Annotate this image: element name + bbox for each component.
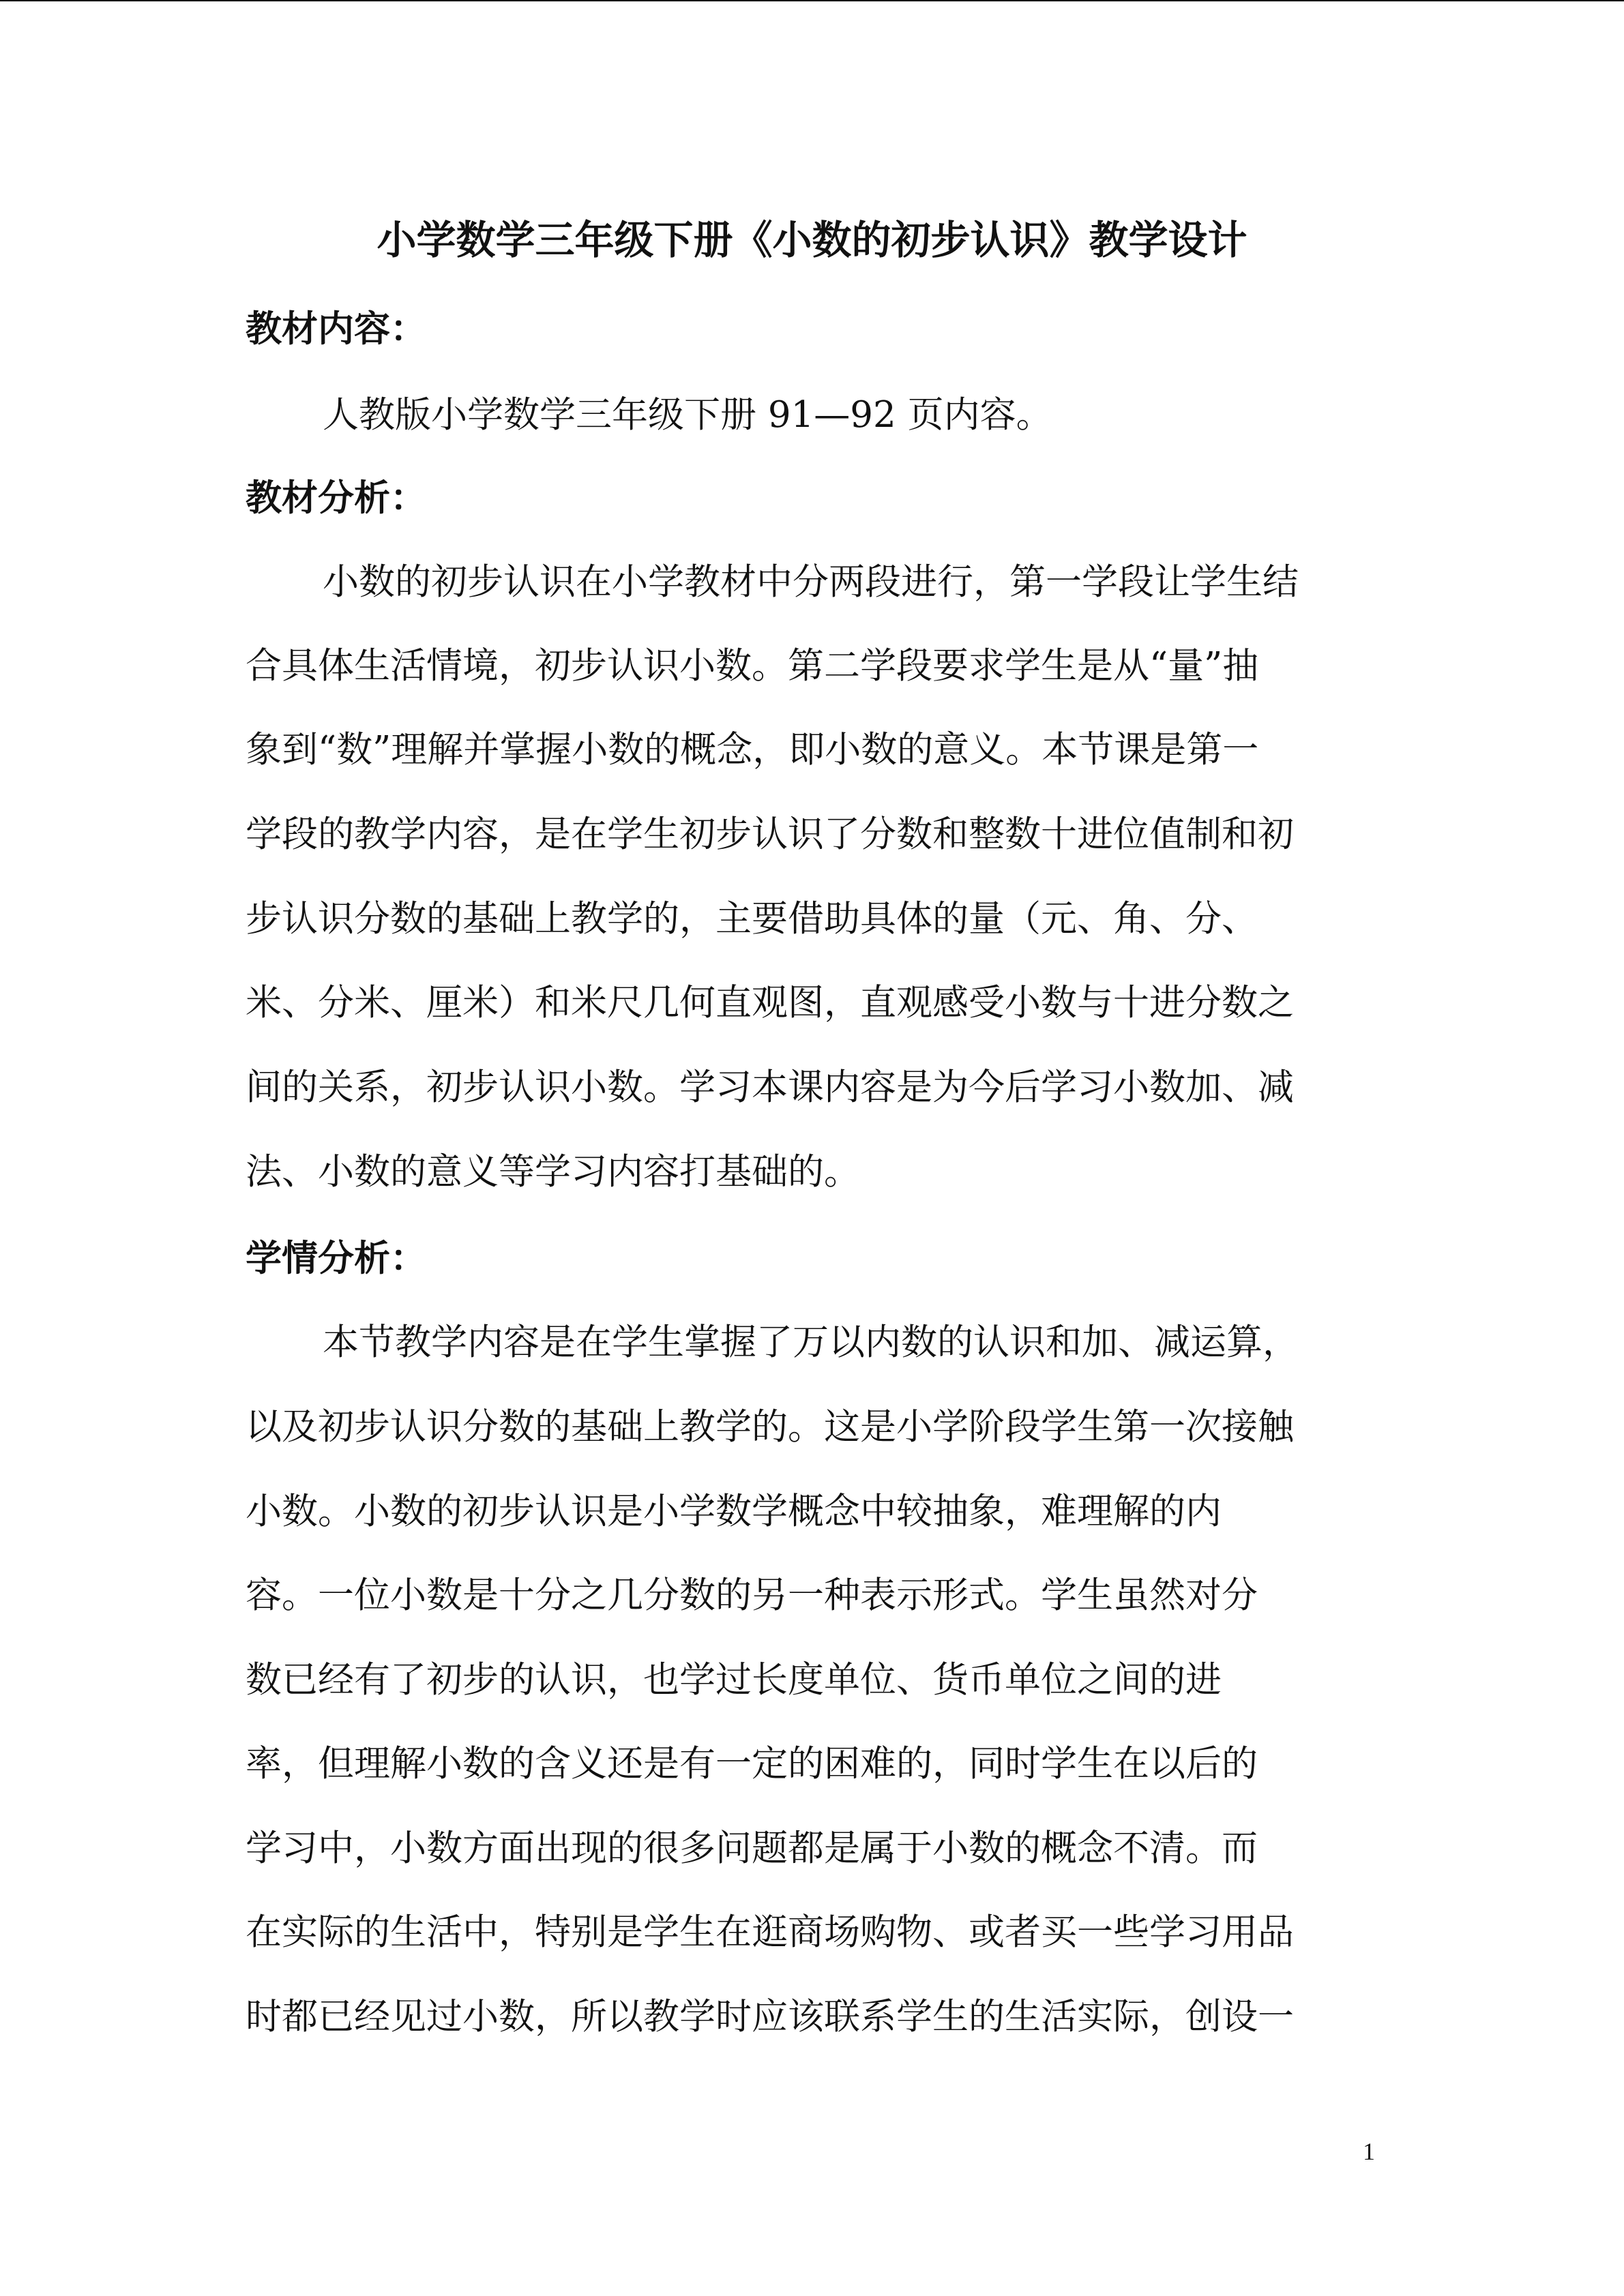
paragraph-line: 率，但理解小数的含义还是有一定的困难的，同时学生在以后的 (246, 1743, 1258, 1785)
paragraph-line: 本节教学内容是在学生掌握了万以内数的认识和加、减运算， (323, 1322, 1299, 1363)
paragraph-line: 合具体生活情境，初步认识小数。第二学段要求学生是从“量”抽 (246, 645, 1259, 687)
paragraph-line: 人教版小学数学三年级下册 91—92 页内容。 (323, 394, 1052, 436)
paragraph-line: 在实际的生活中，特别是学生在逛商场购物、或者买一些学习用品 (246, 1911, 1294, 1953)
paragraph-line: 数已经有了初步的认识，也学过长度单位、货币单位之间的进 (246, 1659, 1222, 1701)
paragraph-line: 学段的教学内容，是在学生初步认识了分数和整数十进位值制和初 (246, 814, 1294, 855)
paragraph-line: 以及初步认识分数的基础上教学的。这是小学阶段学生第一次接触 (246, 1406, 1294, 1448)
section-heading-content: 教材内容： (246, 308, 426, 350)
paragraph-line: 小数。小数的初步认识是小学数学概念中较抽象，难理解的内 (246, 1491, 1222, 1532)
page-number: 1 (1363, 2138, 1375, 2165)
page-title: 小学数学三年级下册《小数的初步认识》教学设计 (377, 217, 1247, 263)
paragraph-line: 时都已经见过小数，所以教学时应该联系学生的生活实际，创设一 (246, 1996, 1294, 2038)
paragraph-line: 小数的初步认识在小学教材中分两段进行，第一学段让学生结 (323, 561, 1299, 603)
paragraph-line: 法、小数的意义等学习内容打基础的。 (246, 1151, 860, 1193)
paragraph-line: 米、分米、厘米）和米尺几何直观图，直观感受小数与十进分数之 (246, 982, 1294, 1024)
paragraph-line: 容。一位小数是十分之几分数的另一种表示形式。学生虽然对分 (246, 1575, 1258, 1616)
section-heading-students: 学情分析： (246, 1237, 426, 1279)
paragraph-line: 象到“数”理解并掌握小数的概念，即小数的意义。本节课是第一 (246, 729, 1259, 771)
paragraph-line: 间的关系，初步认识小数。学习本课内容是为今后学习小数加、减 (246, 1067, 1294, 1108)
paragraph-line: 学习中，小数方面出现的很多问题都是属于小数的概念不清。而 (246, 1828, 1258, 1869)
section-heading-analysis: 教材分析： (246, 477, 426, 519)
paragraph-line: 步认识分数的基础上教学的，主要借助具体的量（元、角、分、 (246, 898, 1258, 940)
